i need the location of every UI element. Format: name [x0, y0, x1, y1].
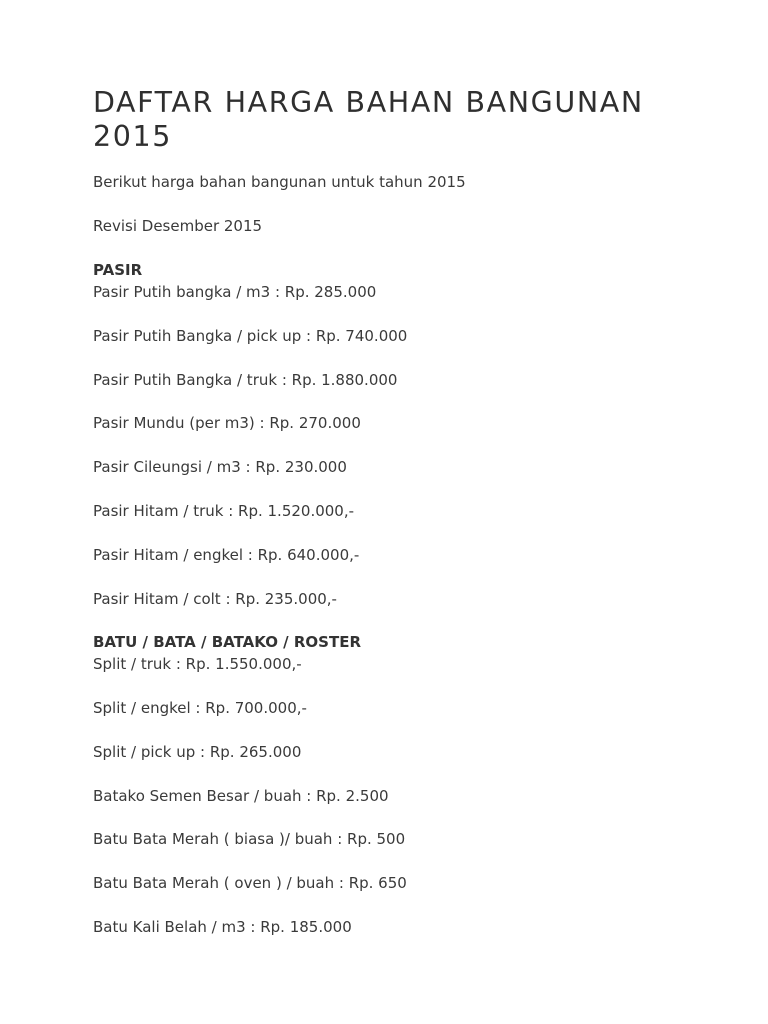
price-item: Pasir Hitam / colt : Rp. 235.000,- — [93, 590, 337, 608]
price-item: Pasir Hitam / truk : Rp. 1.520.000,- — [93, 502, 355, 520]
intro-text: Berikut harga bahan bangunan untuk tahun 2015 — [93, 173, 466, 191]
price-item: Batu Kali Belah / m3 : Rp. 185.000 — [93, 918, 352, 936]
price-item: Pasir Hitam / engkel : Rp. 640.000,- — [93, 546, 360, 564]
price-item: Pasir Putih Bangka / truk : Rp. 1.880.000 — [93, 371, 398, 389]
price-item: Split / truk : Rp. 1.550.000,- — [93, 655, 302, 673]
price-item: Pasir Putih Bangka / pick up : Rp. 740.000 — [93, 327, 408, 345]
price-item: Batu Bata Merah ( biasa )/ buah : Rp. 500 — [93, 830, 406, 848]
page-title: DAFTAR HARGA BAHAN BANGUNAN 2015 — [93, 86, 644, 153]
revision-text: Revisi Desember 2015 — [93, 217, 263, 235]
price-item: Pasir Mundu (per m3) : Rp. 270.000 — [93, 414, 361, 432]
price-item: Pasir Putih bangka / m3 : Rp. 285.000 — [93, 283, 377, 301]
section-heading-batu: BATU / BATA / BATAKO / ROSTER — [93, 633, 362, 651]
price-item: Pasir Cileungsi / m3 : Rp. 230.000 — [93, 458, 347, 476]
price-item: Batu Bata Merah ( oven ) / buah : Rp. 650 — [93, 874, 407, 892]
price-item: Batako Semen Besar / buah : Rp. 2.500 — [93, 787, 389, 805]
price-item: Split / pick up : Rp. 265.000 — [93, 743, 302, 761]
price-item: Split / engkel : Rp. 700.000,- — [93, 699, 307, 717]
section-heading-pasir: PASIR — [93, 261, 143, 279]
